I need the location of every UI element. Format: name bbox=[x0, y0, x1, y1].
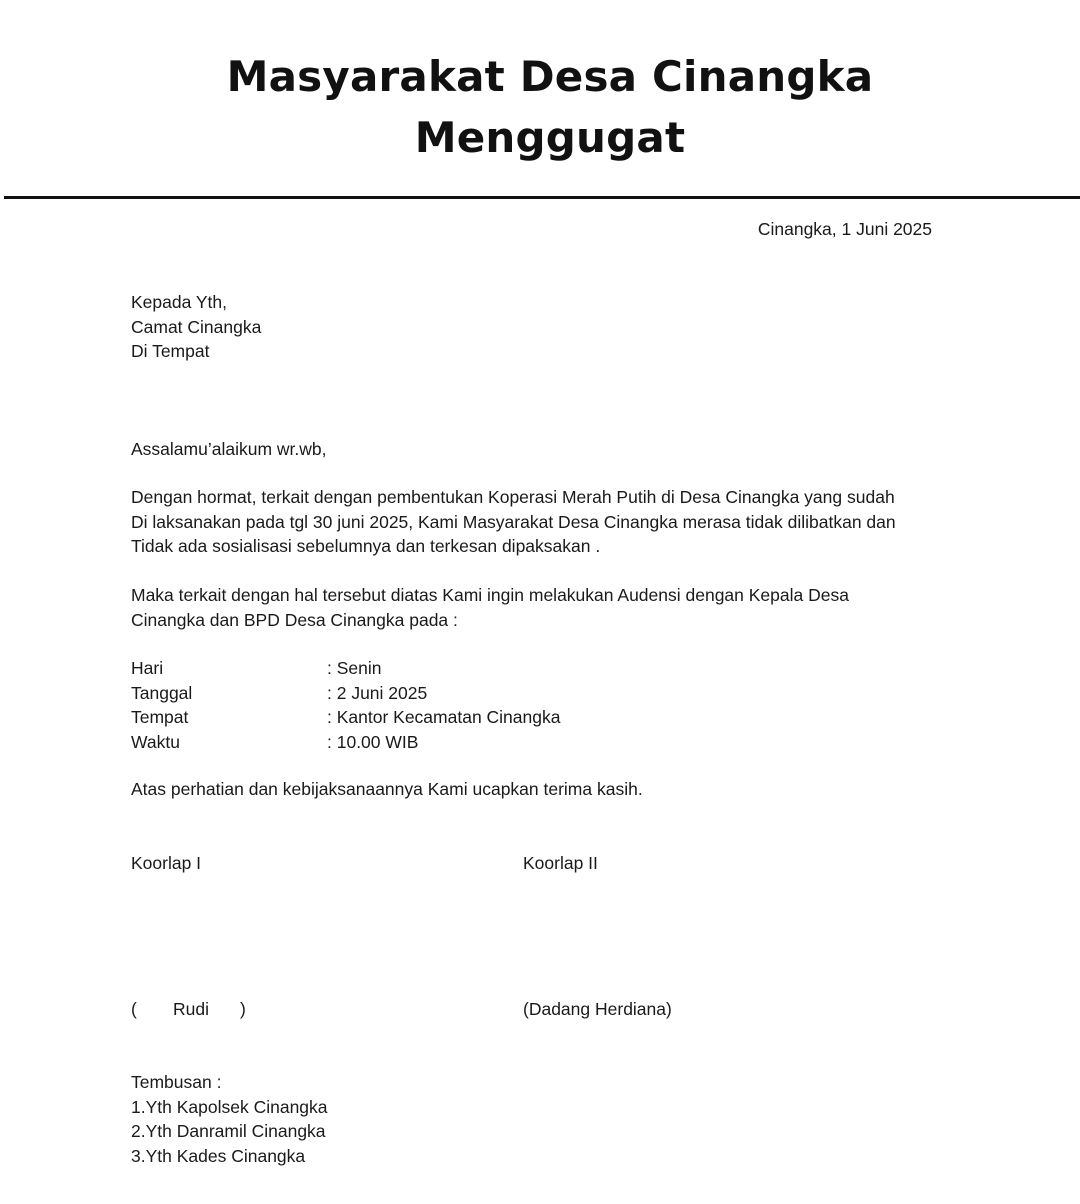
recipient-line: Di Tempat bbox=[131, 341, 210, 361]
signatory-2-name: (Dadang Herdiana) bbox=[523, 999, 672, 1019]
recipient-line: Camat Cinangka bbox=[131, 316, 262, 337]
signatory-1-role: Koorlap I bbox=[131, 853, 202, 873]
schedule-label: Tempat bbox=[131, 707, 189, 727]
signatory-2-role: Koorlap II bbox=[523, 853, 598, 873]
cc-list bbox=[131, 1070, 328, 1168]
paragraph-2 bbox=[131, 583, 849, 632]
paragraph-line: Maka terkait dengan hal tersebut diatas Kami ingin melakukan Audensi dengan Kepala Desa bbox=[131, 585, 849, 605]
place-date: Cinangka, 1 Juni 2025 bbox=[757, 219, 932, 239]
schedule-value: : Senin bbox=[327, 658, 382, 678]
schedule-label: Waktu bbox=[131, 731, 180, 752]
cc-item: 2.Yth Danramil Cinangka bbox=[131, 1121, 326, 1141]
close-paren: ) bbox=[240, 999, 246, 1019]
paragraph-line: Cinangka dan BPD Desa Cinangka pada : bbox=[131, 609, 458, 630]
cc-heading: Tembusan : bbox=[131, 1072, 222, 1092]
paragraph-line: Di laksanakan pada tgl 30 juni 2025, Kami Masyarakat Desa Cinangka merasa tidak dilibatkan dan bbox=[131, 511, 896, 532]
recipient-block bbox=[131, 290, 261, 364]
title-line-1: Masyarakat Desa Cinangka bbox=[226, 52, 874, 101]
schedule-value: : Kantor Kecamatan Cinangka bbox=[327, 707, 561, 727]
title-line-2: Menggugat bbox=[414, 113, 686, 162]
paragraph-line: Dengan hormat, terkait dengan pembentukan Koperasi Merah Putih di Desa Cinangka yang sudah bbox=[131, 487, 895, 507]
cc-item: 1.Yth Kapolsek Cinangka bbox=[131, 1096, 328, 1117]
schedule-label: Hari bbox=[131, 658, 164, 678]
greeting: Assalamu’alaikum wr.wb, bbox=[131, 439, 327, 459]
open-paren: ( bbox=[131, 999, 137, 1019]
paragraph-1 bbox=[131, 485, 896, 559]
schedule-label: Tanggal bbox=[131, 682, 193, 703]
signatory-1-name-text: Rudi bbox=[173, 999, 209, 1019]
schedule-value: : 2 Juni 2025 bbox=[327, 682, 428, 703]
closing-sentence: Atas perhatian dan kebijaksanaannya Kami ucapkan terima kasih. bbox=[131, 779, 643, 799]
paragraph-line: Tidak ada sosialisasi sebelumnya dan terkesan dipaksakan . bbox=[131, 536, 601, 556]
schedule-value: : 10.00 WIB bbox=[327, 731, 419, 752]
cc-item: 3.Yth Kades Cinangka bbox=[131, 1145, 306, 1166]
recipient-line: Kepada Yth, bbox=[131, 292, 228, 312]
header-divider bbox=[4, 196, 1080, 199]
